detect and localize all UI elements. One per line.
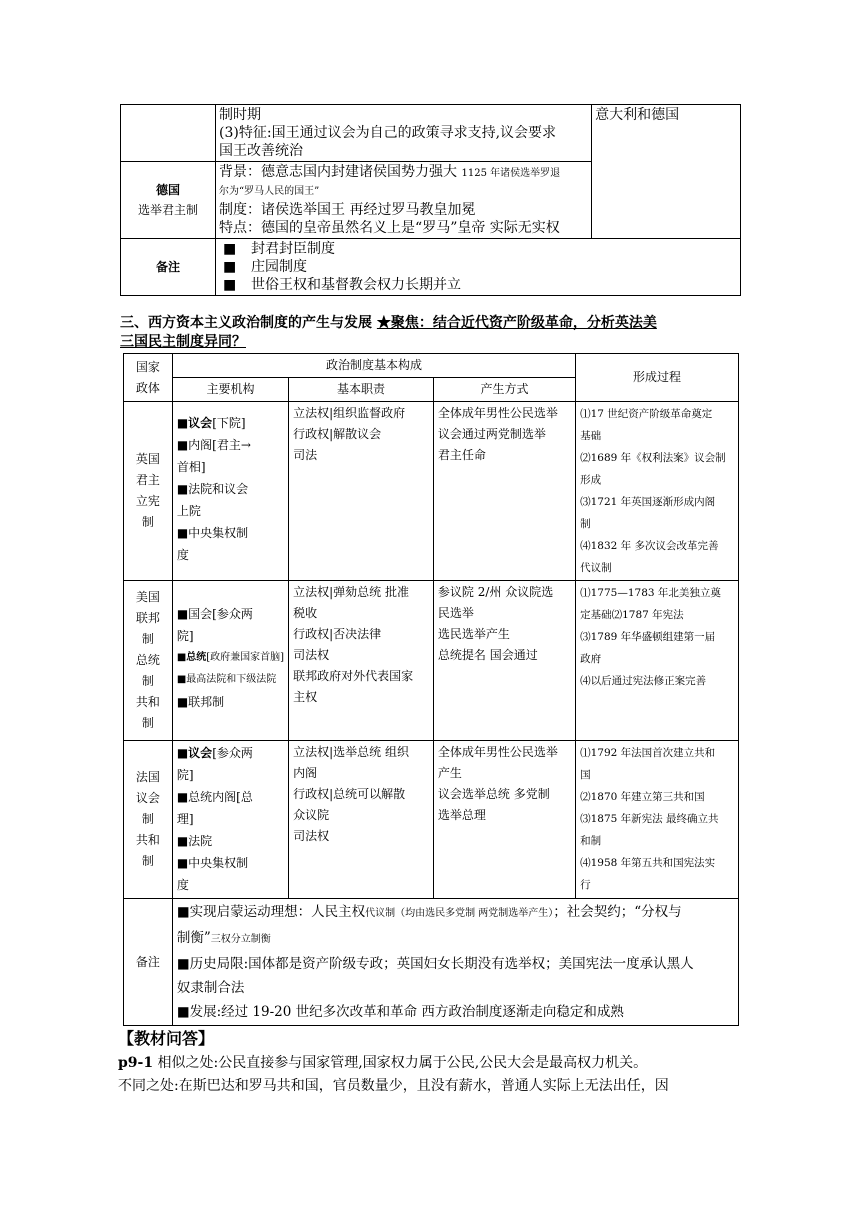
political-system-table — [123, 353, 739, 1026]
list-item — [219, 276, 737, 294]
proc-text: 国 — [580, 769, 591, 781]
duty-text: 司法权 — [293, 648, 330, 662]
header-row — [124, 354, 739, 378]
remarks-line: 制衡”三权分立制衡 — [176, 930, 271, 946]
proc-text: ⑶1875 年新宪法 最终确立共 — [580, 813, 719, 825]
remarks-label-cell: 备注 — [121, 239, 216, 296]
gov-text: 英国 — [135, 452, 160, 466]
germany-detail-cell — [216, 162, 592, 239]
duty-text: 税收 — [293, 606, 318, 620]
proc-text: ⑷以后通过宪法修正案完善 — [580, 675, 707, 687]
duty-text: 联邦政府对外代表国家 — [293, 669, 414, 683]
proc-text: ⑷1958 年第五共和国宪法实 — [580, 857, 716, 869]
proc-text: 和制 — [580, 835, 602, 847]
org-line: ■总统内阁[总 — [176, 790, 253, 804]
gov-text: 共和 — [135, 695, 160, 709]
duty-cell — [289, 741, 434, 899]
remarks-line: ■历史局限:国体都是资产阶级专政；英国妇女长期没有选举权；美国宪法一度承认黑人 — [176, 956, 694, 972]
proc-text: ⑷1832 年 多次议会改革完善 — [580, 540, 719, 552]
duty-text: 内阁 — [293, 766, 318, 780]
duty-text: 司法 — [293, 448, 318, 462]
gov-cell — [124, 581, 173, 741]
gen-text: 总统提名 国会通过 — [437, 648, 538, 662]
header-duty: 基本职责 — [289, 378, 434, 402]
gov-cell — [124, 741, 173, 899]
duty-text: 立法权|弹劾总统 批准 — [293, 585, 409, 599]
table-row — [121, 105, 741, 162]
header-org: 主要机构 — [172, 378, 288, 402]
gov-text: 制 — [141, 854, 154, 868]
text-line — [219, 163, 588, 183]
org-line: 度 — [176, 878, 189, 892]
proc-text: 制 — [580, 518, 591, 530]
text-line: 国王改善统治 — [219, 143, 304, 159]
list-item — [219, 258, 737, 276]
remarks-line: ■发展:经过 19-20 世纪多次改革和革命 西方政治制度逐渐走向稳定和成熟 — [176, 1004, 624, 1020]
qa-text: 相似之处:公民直接参与国家管理,国家权力属于公民,公民大会是最高权力机关。 — [153, 1055, 648, 1071]
duty-text: 司法权 — [293, 829, 330, 843]
proc-text: 政府 — [580, 653, 602, 665]
gov-text: 议会 — [135, 791, 160, 805]
remarks-line: 奴隶制合法 — [176, 980, 245, 996]
gov-text: 制 — [141, 632, 154, 646]
table-row-uk — [124, 402, 739, 581]
gov-text: 立宪 — [135, 494, 160, 508]
gov-text: 制 — [141, 674, 154, 688]
org-cell — [172, 741, 288, 899]
gen-text: 民选举 — [437, 606, 474, 620]
qa-label: p9-1 — [118, 1055, 154, 1071]
remarks-content — [172, 899, 738, 1026]
duty-text: 行政权|解散议会 — [293, 427, 382, 441]
remarks-cell — [216, 239, 741, 296]
proc-text: ⑶1721 年英国逐渐形成内阁 — [580, 496, 716, 508]
gen-text: 选民选举产生 — [437, 627, 510, 641]
org-cell — [172, 402, 288, 581]
proc-text: ⑵1870 年建立第三共和国 — [580, 791, 705, 803]
list-item-text: 庄园制度 — [251, 259, 308, 275]
small-note: 尔为“罗马人民的国王” — [219, 186, 320, 197]
proc-text: ⑴1792 年法国首次建立共和 — [580, 747, 716, 759]
gov-text: 法国 — [135, 770, 160, 784]
proc-text: 代议制 — [580, 562, 612, 574]
gen-text: 议会选举总统 多党制 — [437, 787, 550, 801]
qa-answer — [118, 1052, 647, 1072]
countries-cell — [592, 105, 741, 239]
feature-cell — [216, 105, 592, 162]
text-line: 意大利和德国 — [595, 107, 680, 123]
org-line: 首相] — [176, 460, 206, 474]
proc-cell — [576, 741, 739, 899]
empty-label-cell — [121, 105, 216, 162]
list-item-text: 世俗王权和基督教会权力长期并立 — [251, 277, 462, 293]
gen-text: 全体成年男性公民选举 — [437, 745, 558, 759]
germany-title: 德国 — [156, 183, 181, 197]
gov-text: 共和 — [135, 833, 160, 847]
gen-text: 议会通过两党制选举 — [437, 427, 546, 441]
gen-cell — [433, 402, 575, 581]
gov-text: 美国 — [135, 590, 160, 604]
text-line: 制度：诸侯选举国王 再经过罗马教皇加冕 — [219, 202, 476, 218]
duty-text: 行政权|否决法律 — [293, 627, 382, 641]
org-line: 院] — [176, 629, 194, 643]
proc-cell — [576, 402, 739, 581]
header-gov — [124, 354, 173, 402]
proc-text: ⑶1789 年华盛顿组建第一届 — [580, 631, 716, 643]
bullet-icon: ■ — [223, 241, 237, 257]
text-line: 制时期 — [219, 107, 262, 123]
text-line: 特点：德国的皇帝虽然名义上是“罗马”皇帝 实际无实权 — [219, 220, 560, 236]
duty-text: 主权 — [293, 690, 318, 704]
org-line: ■议会[下院] — [176, 416, 246, 430]
org-line: ■国会[参众两 — [176, 607, 253, 621]
list-item — [219, 240, 737, 258]
table-row-usa — [124, 581, 739, 741]
table-row-remarks — [124, 899, 739, 1026]
table-row-france — [124, 741, 739, 899]
header-text: 政体 — [135, 380, 160, 395]
bullet-icon: ■ — [223, 259, 237, 275]
org-cell — [172, 581, 288, 741]
section-heading — [120, 314, 750, 352]
org-line: 院] — [176, 768, 194, 782]
org-line: ■法院和议会 — [176, 482, 249, 496]
header-process: 形成过程 — [576, 354, 739, 402]
duty-text: 立法权|选举总统 组织 — [293, 745, 409, 759]
bullet-icon: ■ — [223, 277, 237, 293]
header-text: 国家 — [135, 359, 160, 374]
gen-text: 全体成年男性公民选举 — [437, 406, 558, 420]
org-line: ■最高法院和下级法院 — [176, 674, 277, 685]
gen-text: 选举总理 — [437, 808, 486, 822]
gov-text: 制 — [141, 812, 154, 826]
duty-cell — [289, 581, 434, 741]
qa-continuation: 不同之处:在斯巴达和罗马共和国，官员数量少，且没有薪水，普通人实际上无法出任，因 — [118, 1078, 669, 1094]
gov-text: 制 — [141, 515, 154, 529]
proc-text: 基础 — [580, 430, 602, 442]
org-line: 理] — [176, 812, 194, 826]
org-line: ■联邦制 — [176, 695, 225, 709]
gen-cell — [433, 741, 575, 899]
duty-text: 行政权|总统可以解散 — [293, 787, 406, 801]
gen-cell — [433, 581, 575, 741]
qa-heading: 【教材问答】 — [118, 1029, 215, 1048]
gov-text: 联邦 — [135, 611, 160, 625]
text-line: (3)特征:国王通过议会为自己的政策寻求支持,议会要求 — [219, 125, 557, 141]
org-line: 度 — [176, 548, 189, 562]
list-item-text: 封君封臣制度 — [251, 241, 336, 257]
focus-text: 三国民主制度异同？ — [120, 334, 246, 350]
org-line: ■总统[政府兼国家首脑] — [176, 652, 285, 663]
proc-text: ⑴17 世纪资产阶级革命奠定 — [580, 408, 713, 420]
gov-text: 总统 — [135, 653, 160, 667]
org-line: ■议会[参众两 — [176, 746, 253, 760]
proc-text: 行 — [580, 879, 591, 891]
gen-text: 君主任命 — [437, 448, 486, 462]
remarks-line: ■实现启蒙运动理想：人民主权代议制（均由选民多党制 两党制选举产生）；社会契约；“分权与 — [176, 904, 682, 920]
germany-label-cell — [121, 162, 216, 239]
small-note: 1125 年诸侯选举罗退 — [461, 168, 561, 179]
org-line: ■中央集权制 — [176, 526, 249, 540]
proc-text: 形成 — [580, 474, 602, 486]
gen-text: 产生 — [437, 766, 462, 780]
focus-text: ★聚焦：结合近代资产阶级革命，分析英法美 — [376, 315, 657, 331]
duty-cell — [289, 402, 434, 581]
org-line: ■法院 — [176, 834, 213, 848]
germany-subtitle: 选举君主制 — [138, 203, 199, 217]
proc-cell — [576, 581, 739, 741]
remarks-label: 备注 — [124, 899, 173, 1026]
org-line: ■内阁[君主→ — [176, 438, 251, 452]
proc-text: ⑴1775—1783 年北美独立奠 — [580, 587, 721, 599]
gov-cell — [124, 402, 173, 581]
proc-text: 定基础⑵1787 年宪法 — [580, 609, 684, 621]
section-title: 三、西方资本主义政治制度的产生与发展 — [120, 315, 372, 331]
org-line: 上院 — [176, 504, 201, 518]
duty-text: 立法权|组织监督政府 — [293, 406, 406, 420]
gov-text: 制 — [141, 716, 154, 730]
duty-text: 众议院 — [293, 808, 330, 822]
table-row — [121, 239, 741, 296]
background-text: 背景：德意志国内封建诸侯国势力强大 — [219, 164, 458, 180]
org-line: ■中央集权制 — [176, 856, 249, 870]
header-group: 政治制度基本构成 — [172, 354, 575, 378]
gov-text: 君主 — [135, 473, 160, 487]
header-gen: 产生方式 — [433, 378, 575, 402]
feudal-system-table — [120, 104, 741, 296]
gen-text: 参议院 2/州 众议院选 — [437, 585, 554, 599]
proc-text: ⑵1689 年《权利法案》议会制 — [580, 452, 726, 464]
